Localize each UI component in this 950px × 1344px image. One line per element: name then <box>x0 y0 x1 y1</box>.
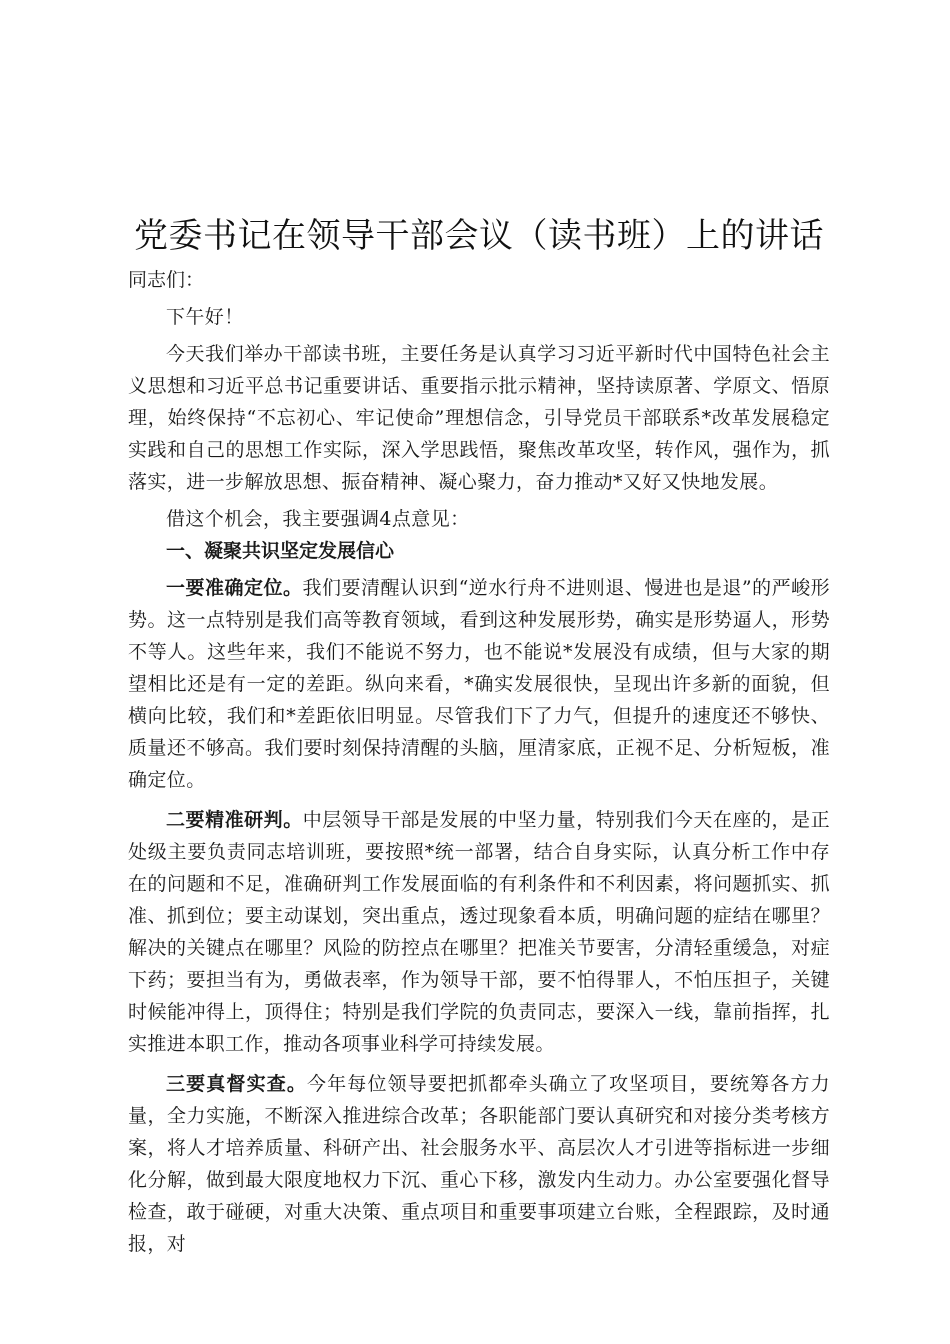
spacer <box>128 1060 830 1068</box>
paragraph-supervision <box>128 1068 830 1260</box>
paragraph-precise-judgement <box>128 804 830 1060</box>
greeting: 下午好！ <box>166 306 244 328</box>
salutation: 同志们： <box>128 269 205 291</box>
paragraph-lead: 二要精准研判。 <box>166 809 303 831</box>
paragraph-body: 中层领导干部是发展的中坚力量，特别我们今天在座的，是正处级主要负责同志培训班，要按照*统一部署，结合自身实际，认真分析工作中存在的问题和不足，准确研判工作发展面临的有利条件和不利因素，将问题抓实、抓准、抓到位；要主动谋划，突出重点，透过现象看本质，明确问题的症结在哪里？解决的关键点在哪里？风险的防控点在哪里？把准关节要害，分清轻重缓急，对症下药；要担当有为，勇做表率，作为领导干部，要不怕得罪人，不怕压担子，关键时候能冲得上，顶得住；特别是我们学院的负责同志，要深入一线，靠前指挥，扎实推进本职工作，推动各项事业科学可持续发展。 <box>128 809 830 1055</box>
intro-paragraph: 今天我们举办干部读书班，主要任务是认真学习习近平新时代中国特色社会主义思想和习近平总书记重要讲话、重要指示批示精神，坚持读原著、学原文、悟原理，始终保持“不忘初心、牢记使命”理想信念，引导党员干部联系*改革发展稳定实践和自己的思想工作实际，深入学思践悟，聚焦改革攻坚，转作风，强作为，抓落实，进一步解放思想、振奋精神、凝心聚力，奋力推动*又好又快地发展。 <box>128 343 830 493</box>
document-page <box>128 214 830 1260</box>
document-title: 党委书记在领导干部会议（读书班）上的讲话 <box>134 216 824 256</box>
spacer <box>128 796 830 804</box>
paragraph-lead: 三要真督实查。 <box>166 1073 308 1095</box>
paragraph-body: 今年每位领导要把抓都牵头确立了攻坚项目，要统筹各方力量，全力实施，不断深入推进综合改革；各职能部门要认真研究和对接分类考核方案，将人才培养质量、科研产出、社会服务水平、高层次人才引进等指标进一步细化分解，做到最大限度地权力下沉、重心下移，激发内生动力。办公室要强化督导检查，敢于碰硬，对重大决策、重点项目和重要事项建立台账，全程跟踪，及时通报，对 <box>128 1073 830 1255</box>
paragraph-accurate-positioning <box>128 572 830 796</box>
section-heading-1: 一、凝聚共识坚定发展信心 <box>166 540 395 562</box>
paragraph-lead: 一要准确定位。 <box>166 577 303 599</box>
paragraph-body: 我们要清醒认识到“逆水行舟不进则退、慢进也是退”的严峻形势。这一点特别是我们高等教育领域，看到这种发展形势，确实是形势逼人，形势不等人。这些年来，我们不能说不努力，也不能说*发展没有成绩，但与大家的期望相比还是有一定的差距。纵向来看，*确实发展很快，呈现出许多新的面貌，但横向比较，我们和*差距依旧明显。尽管我们下了力气，但提升的速度还不够快、质量还不够高。我们要时刻保持清醒的头脑，厘清家底，正视不足、分析短板，准确定位。 <box>128 577 830 791</box>
points-intro: 借这个机会，我主要强调4点意见： <box>166 508 470 530</box>
